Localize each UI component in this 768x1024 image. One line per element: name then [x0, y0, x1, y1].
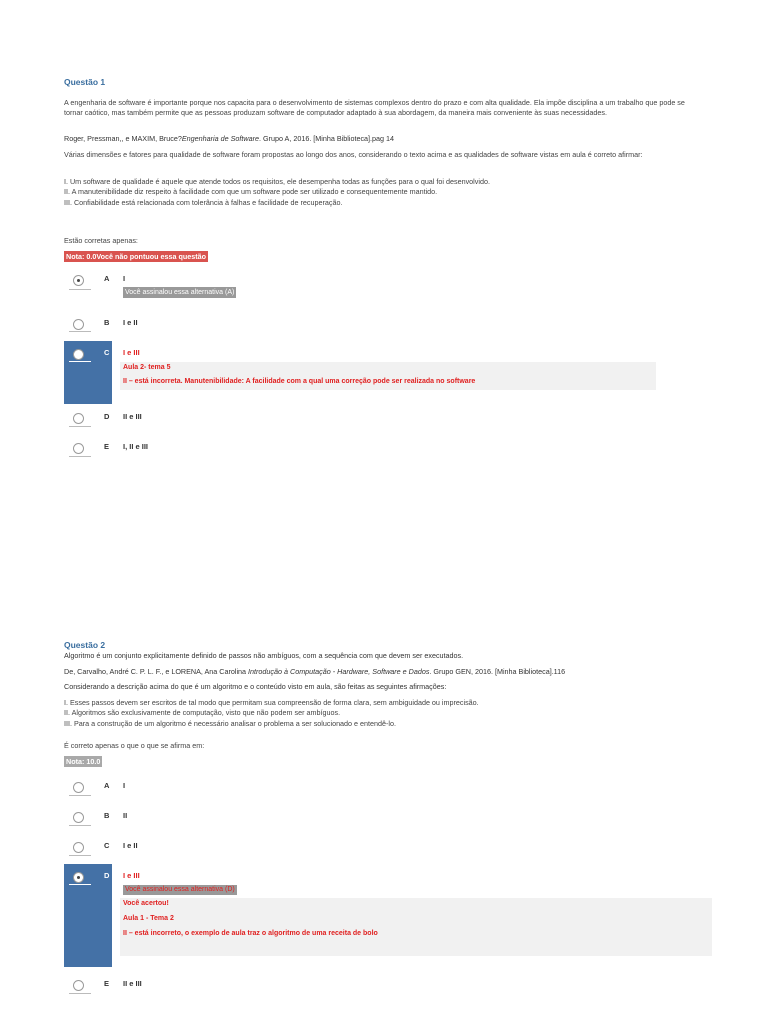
question-2-intro: Algoritmo é um conjunto explicitamente definido de passos não ambíguos, com a sequência com que devem ser executados.	[64, 651, 464, 660]
question-2-item-3: III. Para a construção de um algoritmo é necessário analisar o problema a ser solucionado e entendê-lo.	[64, 719, 397, 728]
radio-button[interactable]	[73, 842, 84, 853]
radio-button[interactable]	[73, 319, 84, 330]
radio-button[interactable]	[73, 980, 84, 991]
question-1-item-2: II. A manutenibilidade diz respeito à facilidade com que um software pode ser utilizado e consequentemente mantido.	[64, 187, 438, 196]
option-letter: B	[104, 318, 110, 327]
q2-option-b[interactable]	[64, 805, 712, 829]
feedback-topic: Aula 1 - Tema 2	[123, 915, 174, 922]
score-message: Você não pontuou essa questão	[96, 252, 207, 261]
radio-button[interactable]	[73, 812, 84, 823]
q1-option-b[interactable]	[64, 312, 712, 334]
feedback-topic: Aula 2- tema 5	[123, 364, 171, 371]
q1-option-e[interactable]	[64, 436, 712, 460]
question-1-reference	[64, 134, 704, 144]
question-2-item-2: II. Algoritmos são exclusivamente de computação, visto que não podem ser ambíguos.	[64, 708, 341, 717]
q1-option-a[interactable]	[64, 270, 712, 306]
question-2-title: Questão 2	[64, 640, 106, 650]
option-letter: D	[104, 871, 110, 880]
option-text: I e II	[123, 841, 138, 850]
option-letter: E	[104, 979, 110, 988]
question-2-prompt: É correto apenas o que o que se afirma em:	[64, 741, 205, 750]
question-2-score-badge: Nota: 10.0	[66, 757, 101, 766]
option-text: I e III	[123, 871, 140, 880]
q1-option-c[interactable]	[64, 341, 712, 404]
option-text: I	[123, 781, 126, 790]
option-letter: A	[104, 274, 110, 283]
option-text: II e III	[123, 979, 142, 988]
option-letter: B	[104, 811, 110, 820]
feedback-explanation: II – está incorreta. Manutenibilidade: A facilidade com a qual uma correção pode ser realizada no software	[123, 378, 476, 385]
q2-option-d[interactable]	[64, 864, 712, 967]
question-2-reference	[64, 667, 704, 677]
feedback-explanation: II – está incorreto, o exemplo de aula traz o algoritmo de uma receita de bolo	[123, 930, 378, 937]
radio-button[interactable]	[73, 782, 84, 793]
feedback-box	[120, 898, 712, 956]
radio-button[interactable]	[73, 349, 84, 360]
selected-answer-note: Você assinalou essa alternativa (D)	[125, 886, 235, 893]
q2-option-a[interactable]	[64, 775, 712, 799]
question-2-statement: Considerando a descrição acima do que é um algoritmo e o conteúdo visto em aula, são feitas as seguintes afirmações:	[64, 682, 447, 691]
reference-publisher: . Grupo GEN, 2016. [Minha Biblioteca].116	[429, 667, 566, 676]
selected-answer-note: Você assinalou essa alternativa (A)	[125, 289, 235, 296]
question-1-prompt: Estão corretas apenas:	[64, 236, 138, 245]
option-text: II e III	[123, 412, 142, 421]
question-1-intro: A engenharia de software é importante porque nos capacita para o desenvolvimento de sistemas complexos dentro do prazo e com alta qualidade. Ela impõe disciplina a um trabalho que pode se tornar caótico, mas também permite que as pessoas produzam software de computador adaptado à sua abordagem, da maneira mais conveniente às suas necessidades.	[64, 98, 685, 117]
question-1-item-1: I. Um software de qualidade é aquele que atende todos os requisitos, ele desempenha todas as funções para o qual foi desenvolvido.	[64, 177, 490, 186]
radio-button[interactable]	[73, 413, 84, 424]
question-1-statement: Várias dimensões e fatores para qualidade de software foram propostas ao longo dos anos, considerando o texto acima e as qualidades de software vistas em aula é correto afirmar:	[64, 150, 643, 159]
option-text: I, II e III	[123, 442, 149, 451]
q1-option-d[interactable]	[64, 406, 712, 430]
option-letter: D	[104, 412, 110, 421]
question-2-item-1: I. Esses passos devem ser escritos de tal modo que permitam sua compreensão de forma clara, sem ambiguidade ou imprecisão.	[64, 698, 479, 707]
radio-button[interactable]	[73, 275, 84, 286]
option-letter: C	[104, 841, 110, 850]
radio-button[interactable]	[73, 443, 84, 454]
radio-button[interactable]	[73, 872, 84, 883]
question-1-item-3: III. Confiabilidade está relacionada com tolerância à falhas e facilidade de recuperação.	[64, 198, 343, 207]
q2-option-c[interactable]	[64, 835, 712, 859]
reference-authors: Roger, Pressman,, e MAXIM, Bruce?	[64, 134, 182, 143]
feedback-box	[120, 362, 656, 390]
question-1-score-badge	[64, 251, 208, 262]
option-letter: E	[104, 442, 110, 451]
option-letter: A	[104, 781, 110, 790]
reference-publisher: . Grupo A, 2016. [Minha Biblioteca].pag 14	[258, 134, 395, 143]
reference-authors: De, Carvalho, André C. P. L. F., e LORENA, Ana Carolina	[64, 667, 249, 676]
option-text: II	[123, 811, 128, 820]
question-1-title: Questão 1	[64, 77, 106, 87]
option-text: I	[123, 274, 126, 283]
option-text: I e II	[123, 318, 138, 327]
reference-title: Engenharia de Software	[181, 134, 259, 143]
option-text: I e III	[123, 348, 140, 357]
score-value: Nota: 0.0	[66, 252, 97, 261]
feedback-result: Você acertou!	[123, 900, 169, 907]
q2-option-e[interactable]	[64, 973, 712, 997]
option-letter: C	[104, 348, 110, 357]
reference-title: Introdução à Computação - Hardware, Software e Dados	[248, 667, 430, 676]
